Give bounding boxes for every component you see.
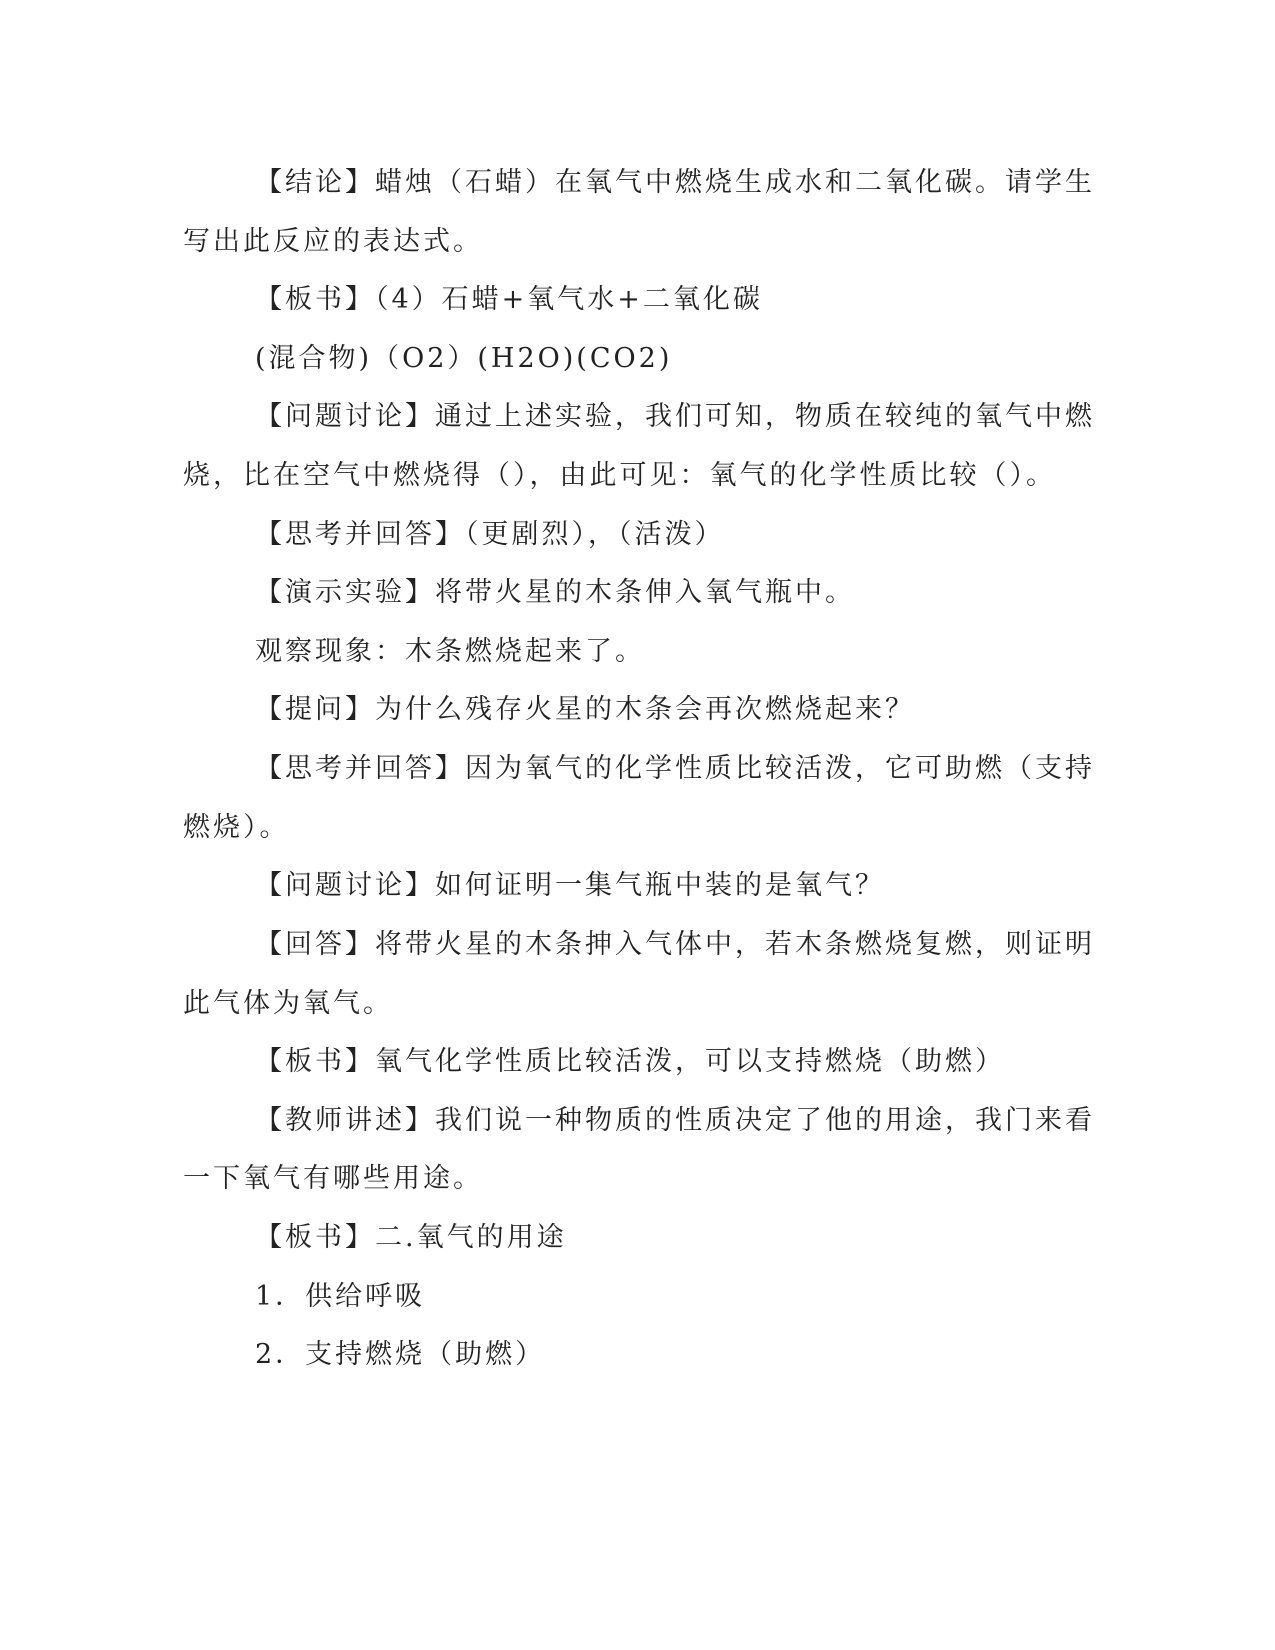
reply-line-2: 此气体为氧气。 (183, 988, 393, 1019)
answer-line-2b: 燃烧）。 (183, 812, 290, 843)
conclusion-line-1: 【结论】蜡烛（石蜡）在氧气中燃烧生成水和二氧化碳。请学生 (255, 167, 1095, 198)
discussion-line-3: 【问题讨论】如何证明一集气瓶中装的是氧气？ (255, 870, 885, 901)
board-property-line: 【板书】氧气化学性质比较活泼，可以支持燃烧（助燃） (255, 1046, 1005, 1077)
demo-experiment-line: 【演示实验】将带火星的木条伸入氧气瓶中。 (255, 577, 855, 608)
answer-line-2a: 【思考并回答】因为氧气的化学性质比较活泼，它可助燃（支持 (255, 753, 1095, 784)
teacher-line-1: 【教师讲述】我们说一种物质的性质决定了他的用途，我门来看 (255, 1105, 1095, 1136)
question-line: 【提问】为什么残存火星的木条会再次燃烧起来？ (255, 694, 915, 725)
board-reaction-line: 【板书】（4）石蜡+氧气水+二氧化碳 (255, 284, 763, 315)
board-formula-line: (混合物)（O2）(H2O)(CO2) (255, 343, 673, 374)
answer-line-1: 【思考并回答】（更剧烈），（活泼） (255, 519, 725, 550)
observation-line: 观察现象：木条燃烧起来了。 (255, 636, 645, 667)
board-uses-title: 【板书】二.氧气的用途 (255, 1222, 567, 1253)
conclusion-line-2: 写出此反应的表达式。 (183, 226, 483, 257)
reply-line-1: 【回答】将带火星的木条抻入气体中，若木条燃烧复燃，则证明 (255, 929, 1095, 960)
teacher-line-2: 一下氧气有哪些用途。 (183, 1163, 483, 1194)
discussion-line-2: 烧，比在空气中燃烧得（），由此可见：氧气的化学性质比较（）。 (183, 460, 1056, 491)
use-item-1: 1．供给呼吸 (255, 1281, 426, 1312)
discussion-line-1: 【问题讨论】通过上述实验，我们可知，物质在较纯的氧气中燃 (255, 401, 1095, 432)
use-item-2: 2．支持燃烧（助燃） (255, 1339, 546, 1370)
